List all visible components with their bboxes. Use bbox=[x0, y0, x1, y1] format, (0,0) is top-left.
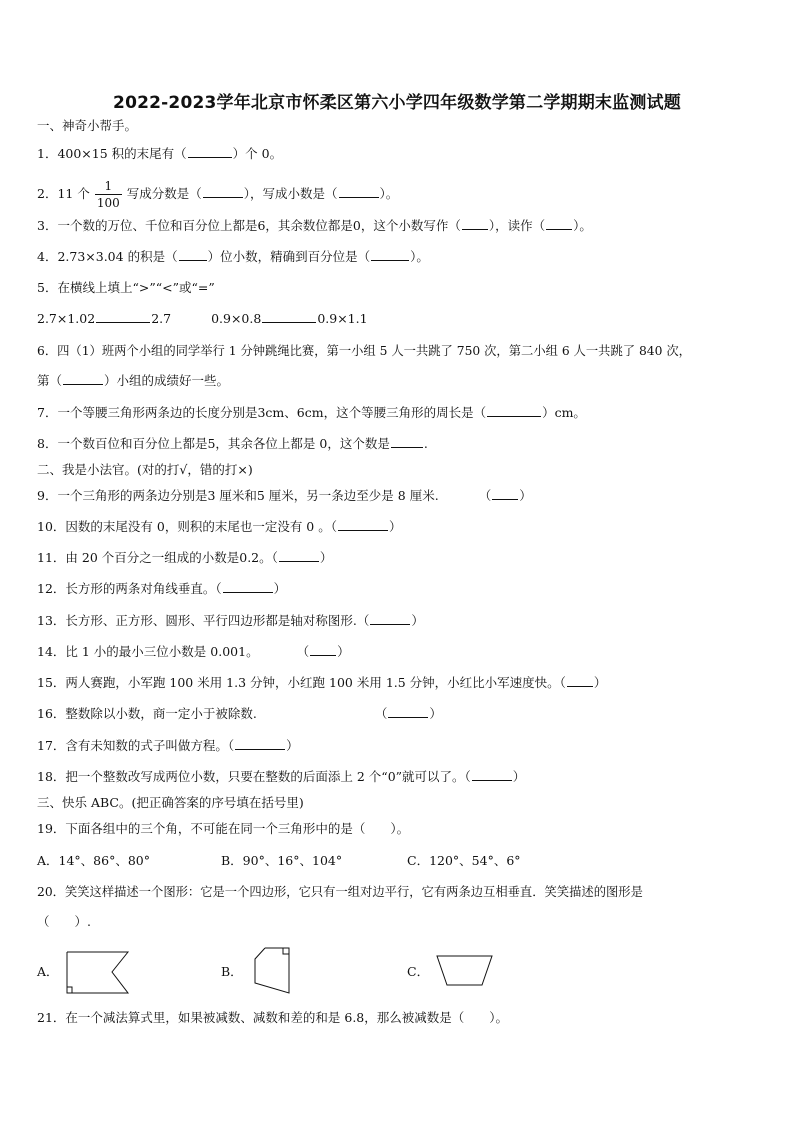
question-13-text-a: 13．长方形、正方形、圆形、平行四边形都是轴对称图形.（ bbox=[37, 613, 370, 628]
question-11-text-a: 11．由 20 个百分之一组成的小数是0.2。（ bbox=[37, 550, 278, 565]
question-8-text-a: 8．一个数百位和百分位上都是5，其余各位上都是 0，这个数是 bbox=[37, 436, 390, 451]
answer-blank[interactable] bbox=[262, 310, 316, 323]
answer-blank[interactable] bbox=[338, 518, 388, 531]
answer-blank[interactable] bbox=[179, 248, 207, 261]
isosceles-trapezoid-shape bbox=[436, 955, 494, 987]
answer-blank[interactable] bbox=[203, 185, 243, 198]
question-1 bbox=[37, 145, 282, 163]
question-6-line-1: 6．四（1）班两个小组的同学举行 1 分钟跳绳比赛，第一小组 5 人一共跳了 750 次，第二小组 6 人一共跳了 840 次， bbox=[37, 344, 691, 358]
q19-option-b[interactable]: B．90°、16°、104° bbox=[221, 853, 343, 868]
question-2-text-a: 2．11 个 bbox=[37, 186, 90, 201]
question-16-text-a: 16．整数除以小数，商一定小于被除数. bbox=[37, 706, 257, 721]
question-4 bbox=[37, 248, 429, 266]
compare-expr-d: 0.9×1.1 bbox=[317, 311, 368, 326]
question-17-text-b: ） bbox=[286, 738, 299, 753]
answer-blank[interactable] bbox=[96, 310, 150, 323]
question-16-text-c: ） bbox=[429, 706, 442, 721]
question-3-text-b: ），读作（ bbox=[488, 218, 546, 233]
question-10-text-a: 10．因数的末尾没有 0，则积的末尾也一定没有 0 。（ bbox=[37, 519, 337, 534]
question-4-text-c: ）。 bbox=[410, 249, 429, 264]
question-13 bbox=[37, 612, 424, 630]
question-9-text-a: 9．一个三角形的两条边分别是3 厘米和5 厘米，另一条边至少是 8 厘米. bbox=[37, 488, 439, 503]
question-12-text-b: ） bbox=[273, 581, 287, 596]
question-21: 21．在一个减法算式里，如果被减数、减数和差的和是 6.8，那么被减数是（ ）。 bbox=[37, 1010, 509, 1025]
question-18-text-b: ） bbox=[512, 769, 526, 784]
answer-blank[interactable] bbox=[472, 768, 512, 781]
question-1-text-b: ）个 0。 bbox=[232, 146, 283, 161]
question-6-text-a: 第（ bbox=[37, 373, 63, 388]
question-8-text-b: . bbox=[423, 436, 428, 451]
question-2-text-c: ），写成小数是（ bbox=[243, 186, 338, 201]
question-14-text-a: 14．比 1 小的最小三位小数是 0.001。 bbox=[37, 644, 259, 659]
compare-expr-b: 2.7 bbox=[151, 311, 172, 326]
question-3-text-a: 3．一个数的万位、千位和百分位上都是6，其余数位都是0，这个小数写作（ bbox=[37, 218, 461, 233]
q20-option-b[interactable]: B． bbox=[221, 964, 243, 979]
question-15-text-b: ） bbox=[593, 675, 607, 690]
answer-blank[interactable] bbox=[279, 549, 319, 562]
section-1-heading: 一、神奇小帮手。 bbox=[37, 118, 138, 133]
answer-blank[interactable] bbox=[235, 737, 285, 750]
answer-blank[interactable] bbox=[370, 612, 410, 625]
q20-option-c[interactable]: C． bbox=[407, 964, 430, 979]
question-15-text-a: 15．两人赛跑，小军跑 100 米用 1.3 分钟，小红跑 100 米用 1.5 分钟，小红比小军速度快。（ bbox=[37, 675, 566, 690]
question-18 bbox=[37, 768, 525, 786]
question-10-text-b: ） bbox=[388, 519, 402, 534]
question-4-text-b: ）位小数，精确到百分位是（ bbox=[207, 249, 371, 264]
question-7-text-a: 7．一个等腰三角形两条边的长度分别是3cm、6cm，这个等腰三角形的周长是（ bbox=[37, 405, 487, 420]
question-11 bbox=[37, 549, 332, 567]
question-16-text-b: （ bbox=[374, 706, 388, 721]
question-6-line-2 bbox=[37, 372, 229, 390]
answer-blank[interactable] bbox=[63, 372, 103, 385]
answer-blank[interactable] bbox=[546, 217, 572, 230]
answer-blank[interactable] bbox=[188, 145, 232, 158]
question-16 bbox=[37, 705, 442, 723]
question-9-text-b: （ bbox=[478, 488, 492, 503]
question-2-text-d: ）。 bbox=[379, 186, 399, 201]
question-5-items bbox=[37, 310, 368, 328]
question-2-text-b: 写成分数是（ bbox=[126, 186, 202, 201]
question-2 bbox=[37, 178, 398, 211]
answer-blank[interactable] bbox=[223, 580, 273, 593]
section-2-heading: 二、我是小法官。(对的打√，错的打×) bbox=[37, 462, 253, 477]
question-13-text-b: ） bbox=[411, 613, 424, 628]
fraction-denominator: 100 bbox=[96, 196, 120, 210]
answer-blank[interactable] bbox=[391, 435, 423, 448]
fraction-numerator: 1 bbox=[95, 178, 122, 195]
question-18-text-a: 18．把一个整数改写成两位小数，只要在整数的后面添上 2 个“0”就可以了。（ bbox=[37, 769, 471, 784]
question-1-text-a: 1．400×15 积的末尾有（ bbox=[37, 146, 187, 161]
question-7-text-b: ）cm。 bbox=[542, 405, 586, 420]
fraction bbox=[95, 178, 122, 211]
question-4-text-a: 4．2.73×3.04 的积是（ bbox=[37, 249, 178, 264]
question-20-blank: （ ）. bbox=[37, 914, 91, 929]
question-11-text-b: ） bbox=[319, 550, 333, 565]
right-trapezoid-notched-shape bbox=[66, 951, 130, 995]
answer-blank[interactable] bbox=[388, 705, 428, 718]
question-19: 19．下面各组中的三个角，不可能在同一个三角形中的是（ ）。 bbox=[37, 821, 410, 836]
question-12 bbox=[37, 580, 286, 598]
question-12-text-a: 12．长方形的两条对角线垂直。（ bbox=[37, 581, 222, 596]
question-3 bbox=[37, 217, 592, 235]
q20-option-a[interactable]: A． bbox=[37, 964, 59, 979]
section-3-heading: 三、快乐 ABC。(把正确答案的序号填在括号里) bbox=[37, 795, 304, 810]
question-15 bbox=[37, 674, 606, 692]
question-8 bbox=[37, 435, 428, 453]
question-17-text-a: 17．含有未知数的式子叫做方程。（ bbox=[37, 738, 235, 753]
q19-option-c[interactable]: C．120°、54°、6° bbox=[407, 853, 521, 868]
q19-option-a[interactable]: A．14°、86°、80° bbox=[37, 853, 150, 868]
question-6-text-b: ）小组的成绩好一些。 bbox=[104, 373, 230, 388]
question-20: 20．笑笑这样描述一个图形：它是一个四边形，它只有一组对边平行，它有两条边互相垂直．笑笑描述的图形是 bbox=[37, 885, 643, 899]
right-trapezoid-shape bbox=[254, 947, 294, 995]
answer-blank[interactable] bbox=[371, 248, 409, 261]
question-10 bbox=[37, 518, 402, 536]
question-5: 5．在横线上填上“>”“<”或“=” bbox=[37, 280, 215, 295]
question-9 bbox=[37, 487, 532, 505]
question-17 bbox=[37, 737, 299, 755]
answer-blank[interactable] bbox=[487, 404, 541, 417]
page-title: 2022-2023学年北京市怀柔区第六小学四年级数学第二学期期末监测试题 bbox=[113, 93, 681, 113]
question-14-text-c: ） bbox=[337, 644, 350, 659]
answer-blank[interactable] bbox=[492, 487, 518, 500]
compare-expr-a: 2.7×1.02 bbox=[37, 311, 96, 326]
answer-blank[interactable] bbox=[462, 217, 488, 230]
answer-blank[interactable] bbox=[339, 185, 379, 198]
answer-blank[interactable] bbox=[310, 643, 336, 656]
answer-blank[interactable] bbox=[567, 674, 593, 687]
compare-expr-c: 0.9×0.8 bbox=[211, 311, 262, 326]
question-14-text-b: （ bbox=[296, 644, 310, 659]
question-14 bbox=[37, 643, 350, 661]
question-7 bbox=[37, 404, 586, 422]
question-9-text-c: ） bbox=[519, 488, 532, 503]
question-3-text-c: ）。 bbox=[573, 218, 592, 233]
